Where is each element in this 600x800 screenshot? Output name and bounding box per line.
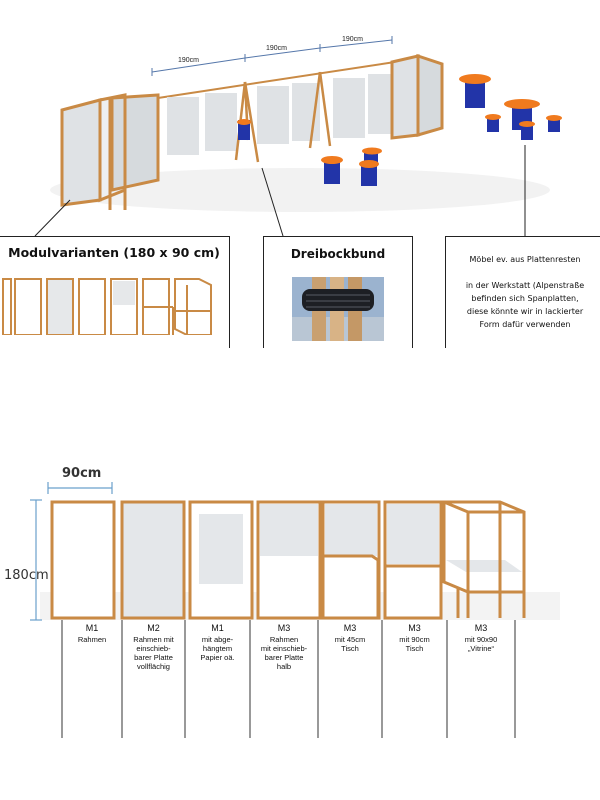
module-variants-thumbnail [1, 271, 227, 335]
callout-title: Dreibockbund [290, 247, 386, 261]
hanging-panel [368, 74, 394, 134]
hanging-panel [257, 86, 289, 144]
hanging-panel [167, 97, 199, 155]
module-description: Rahmen mit einschieb- barer Platte halb [260, 635, 308, 671]
module-m1-frame [52, 502, 114, 618]
module-m3-vitrine [444, 502, 524, 592]
furniture-note: Möbel ev. aus Plattenresten in der Werkstatt (Alpenstraße befinden sich Spanplatten, diese könnte wir in lackierter Form dafür verwenden [465, 255, 585, 329]
module-label [185, 622, 250, 734]
module-description: mit 90x90 „Vitrine“ [464, 635, 498, 653]
dimension-label: 190cm [342, 36, 364, 43]
frame-panel-right-2 [418, 56, 442, 135]
exhibition-wall-center [158, 62, 395, 162]
module-label [447, 622, 515, 734]
module-description: mit 90cm Tisch [399, 635, 430, 653]
frame-panel-left-3 [112, 95, 158, 190]
hanging-panel [333, 78, 365, 138]
module-m2-full-panel [122, 502, 184, 618]
module-label [318, 622, 382, 734]
module-code: M1 [211, 623, 224, 633]
hanging-panel [205, 93, 237, 151]
module-code: M3 [474, 623, 488, 633]
module-code: M3 [277, 623, 291, 633]
module-code: M3 [343, 623, 357, 633]
module-description: mit abge- hängtem Papier oä. [200, 635, 235, 662]
module-label [382, 622, 447, 734]
module-code: M1 [85, 623, 99, 633]
callout-furniture [445, 236, 600, 348]
module-description: Rahmen [77, 635, 107, 644]
dimension-label: 190cm [266, 45, 288, 52]
module-description: mit 45cm Tisch [334, 635, 366, 653]
callout-module-variants [0, 236, 230, 348]
module-label [250, 622, 318, 734]
dimension-label: 190cm [178, 57, 200, 64]
callout-title: Modulvarianten (180 x 90 cm) [8, 245, 220, 260]
module-code: M3 [408, 623, 421, 633]
module-description: Rahmen mit einschieb- barer Platte vollflächig [133, 635, 174, 671]
exhibition-wall-right [392, 56, 442, 138]
module-label [122, 622, 185, 734]
module-code: M2 [147, 623, 160, 633]
module-label [62, 622, 122, 734]
height-dimension-label: 180cm [4, 568, 49, 583]
frame-panel-right-1 [392, 56, 418, 138]
tripod-lashing-photo [292, 277, 384, 341]
width-dimension-label: 90cm [62, 466, 102, 481]
frame-panel-left-1 [62, 100, 100, 205]
callout-tripod [263, 236, 413, 348]
